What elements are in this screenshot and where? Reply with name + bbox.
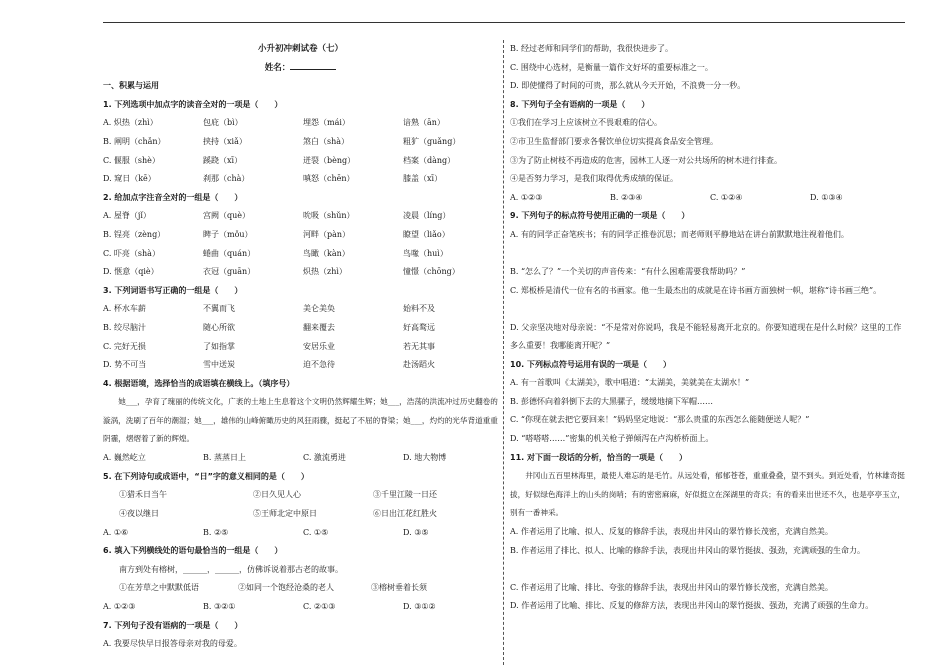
q10-option-b[interactable]: B. 彭德怀向着斜倒下去的大黑骡子，缓缓地摘下军帽…… xyxy=(510,396,713,406)
q7-stem: 7. 下列句子没有语病的一项是（ ） xyxy=(103,620,243,630)
header-rule xyxy=(103,22,905,23)
q5-options: A. ①⑥ B. ②⑤ C. ①⑤ D. ③⑤ xyxy=(103,527,429,537)
q3-row: B. 绞尽脑汁 随心所欲 翻来覆去 好高鹜远 xyxy=(103,322,435,332)
q3-row: C. 完好无损 了如指掌 安居乐业 若无其事 xyxy=(103,341,435,351)
q9-option-b[interactable]: B. “怎么了？”一个关切的声音传来：“有什么困难需要我帮助吗？” xyxy=(510,266,746,276)
q8-options: A. ①②③ B. ②③④ C. ①②④ D. ①③④ xyxy=(510,192,843,202)
q11-option-b[interactable]: B. 作者运用了排比、拟人、比喻的修辞手法，表现出井冈山的翠竹挺拔、强劲，充满顽强的生命力。 xyxy=(510,545,865,555)
q6-line: 南方到处有榕树，______，______，仿佛诉说着那古老的故事。 xyxy=(119,564,343,574)
q3-stem: 3. 下列词语书写正确的一组是（ ） xyxy=(103,285,243,295)
q2-row: B. 锃亮（zèng） 睥子（mǒu） 河畔（pàn） 瞭望（liǎo） xyxy=(103,229,450,239)
q6-stem: 6. 填入下列横线处的语句最恰当的一组是（ ） xyxy=(103,546,283,556)
right-column xyxy=(510,40,905,634)
q11-option-a[interactable]: A. 作者运用了比喻、拟人、反复的修辞手法，表现出井冈山的翠竹修长茂密，充满自然美。 xyxy=(510,527,833,537)
q3-row: D. 势不可当 雪中送炭 迫不急待 赴汤蹈火 xyxy=(103,360,435,370)
q5-items: ①猎禾日当午 ②日久见人心 ③千里江陵一日还 xyxy=(119,490,437,500)
q9-option-c[interactable]: C. 郑板桥是清代一位有名的书画家。他一生最杰出的成就是在诗书画方面独树一帜，堪称“诗书画三绝”。 xyxy=(510,285,882,295)
q4-options: A. 巍然屹立 B. 蒸蒸日上 C. 激流勇进 D. 地大物博 xyxy=(103,453,447,463)
left-column xyxy=(103,40,498,654)
q10-option-c[interactable]: C. “你现在就去把它要回来！”妈妈坚定地说：“那么贵重的东西怎么能随便送人呢？” xyxy=(510,415,810,425)
q7-option-d[interactable]: D. 即使懂得了时间的可贵，那么就从今天开始，不浪费一分一秒。 xyxy=(510,81,746,91)
name-label: 姓名： xyxy=(264,62,291,73)
q11-passage: 井冈山五百里林海里，最使人难忘的是毛竹。从远处看，郁郁苍苍，重重叠叠，望不到头。到近处看，竹林雄奇挺拔，好似绿色海洋上的山头的岗哨；有的密密麻麻，好似挺立在深湖里的奇兵；有的看来出世还不久，也是亭亭玉立，别有一番神采。 xyxy=(510,471,905,518)
q3-row: A. 杯水车薪 不翼而飞 美仑美奂 始料不及 xyxy=(103,304,435,314)
q4-stem: 4. 根据语境，选择恰当的成语填在横线上。（填序号） xyxy=(103,378,295,388)
name-line xyxy=(103,59,498,78)
q5-items: ④夜以继日 ⑤王师北定中原日 ⑥日出江花红胜火 xyxy=(119,509,437,519)
q10-option-d[interactable]: D. “嗒嗒嗒……”密集的机关枪子弹倾泻在卢沟桥桥面上。 xyxy=(510,433,714,443)
name-blank[interactable] xyxy=(290,60,336,70)
q9-option-d[interactable]: D. 父亲坚决地对母亲说：“不是常对你说吗，我是不能轻易离开北京的。你要知道现在是什么时候？这里的工作多么重要！我哪能离开呢？” xyxy=(510,322,902,351)
q7-option-c[interactable]: C. 围绕中心选材，是衡量一篇作文好坏的重要标准之一。 xyxy=(510,62,713,72)
q11-stem: 11. 对下面一段话的分析，恰当的一项是（ ） xyxy=(510,452,687,462)
q1-row: B. 阐明（chǎn） 挟持（xiǎ） 煞白（shà） 粗犷（guǎng） xyxy=(103,136,461,146)
column-divider xyxy=(503,40,504,665)
q2-row: A. 屋脊（jǐ） 宫阙（què） 吮吸（shǔn） 凌晨（líng） xyxy=(103,211,451,221)
q2-stem: 2. 给加点字注音全对的一组是（ ） xyxy=(103,192,243,202)
section-heading: 一、积累与运用 xyxy=(103,81,159,91)
q7-option-a[interactable]: A. 我要尽快早日报答母亲对我的母爱。 xyxy=(103,639,242,649)
q11-option-d[interactable]: D. 作者运用了比喻、排比、反复的修辞方法，表现出井冈山的翠竹挺拔、强劲，充满了顽强的生命力。 xyxy=(510,601,874,611)
q8-item: ①我们在学习上应该树立不畏艰难的信心。 xyxy=(510,118,662,128)
q1-row: A. 炽热（zhì） 包庇（bì） 埋怨（mái） 谙熟（ān） xyxy=(103,118,445,128)
q8-item: ③为了防止树枝不再造成的危害，园林工人逐一对公共场所的树木进行排查。 xyxy=(510,155,782,165)
q1-row: C. 偃服（shè） 蹊跷（xī） 迸裂（bèng） 档案（dàng） xyxy=(103,155,456,165)
q2-row: D. 惬意（qiè） 衣冠（guān） 炽热（zhì） 憧憬（chōng） xyxy=(103,267,460,277)
q1-stem: 1. 下列选项中加点字的读音全对的一项是（ ） xyxy=(103,99,283,109)
q8-stem: 8. 下列句子全有语病的一项是（ ） xyxy=(510,99,650,109)
q2-row: C. 吓亮（shà） 蜷曲（quán） 鸟瞰（kàn） 鸟喙（huì） xyxy=(103,248,448,258)
q11-option-c[interactable]: C. 作者运用了比喻、排比、夸张的修辞手法，表现出井冈山的翠竹修长茂密，充满自然美。 xyxy=(510,582,833,592)
exam-title: 小升初冲刺试卷（七） xyxy=(257,44,343,54)
q6-options: A. ①②③ B. ③②① C. ②①③ D. ③①② xyxy=(103,602,436,612)
q6-items: ①在芳草之中默默低语 ②如同一个饱经沧桑的老人 ③榕树垂着长须 xyxy=(119,583,427,593)
q10-option-a[interactable]: A. 有一首歌叫《太湖美》，歌中唱道：“太湖美，美就美在太湖水！” xyxy=(510,378,750,388)
q7-option-b[interactable]: B. 经过老师和同学们的帮助，我很快进步了。 xyxy=(510,44,673,53)
q10-stem: 10. 下列标点符号运用有误的一项是（ ） xyxy=(510,359,671,369)
q9-stem: 9. 下列句子的标点符号使用正确的一项是（ ） xyxy=(510,211,690,221)
q9-option-a[interactable]: A. 有的同学正奋笔疾书；有的同学正推卷沉思；而老师则平静地站在讲台前默默地注视着他们。 xyxy=(510,229,849,239)
q8-item: ④是否努力学习，是我们取得优秀成绩的保证。 xyxy=(510,174,678,184)
q4-passage: 她___，孕育了瑰丽的传统文化，广袤的土地上生息着这个文明仍然辉耀生辉；她___，浩荡的洪流冲过历史翻卷的漩涡，洗刷了百年的潮湿；她___，雄伟的山峰俯瞰历史的风狂雨骤，挺起了不屈的脊梁；她___，灼灼的光华背道重重阴霾，熠熠着了新的辉煌。 xyxy=(103,397,498,444)
q8-item: ②市卫生监督部门要求各餐饮单位切实提高食品安全管理。 xyxy=(510,136,718,146)
q5-stem: 5. 在下列诗句或成语中，“日”字的意义相同的是（ ） xyxy=(103,471,309,481)
q1-row: D. 窥日（kē） 刹那（chà） 嗔怒（chēn） 膝盖（xī） xyxy=(103,174,443,184)
